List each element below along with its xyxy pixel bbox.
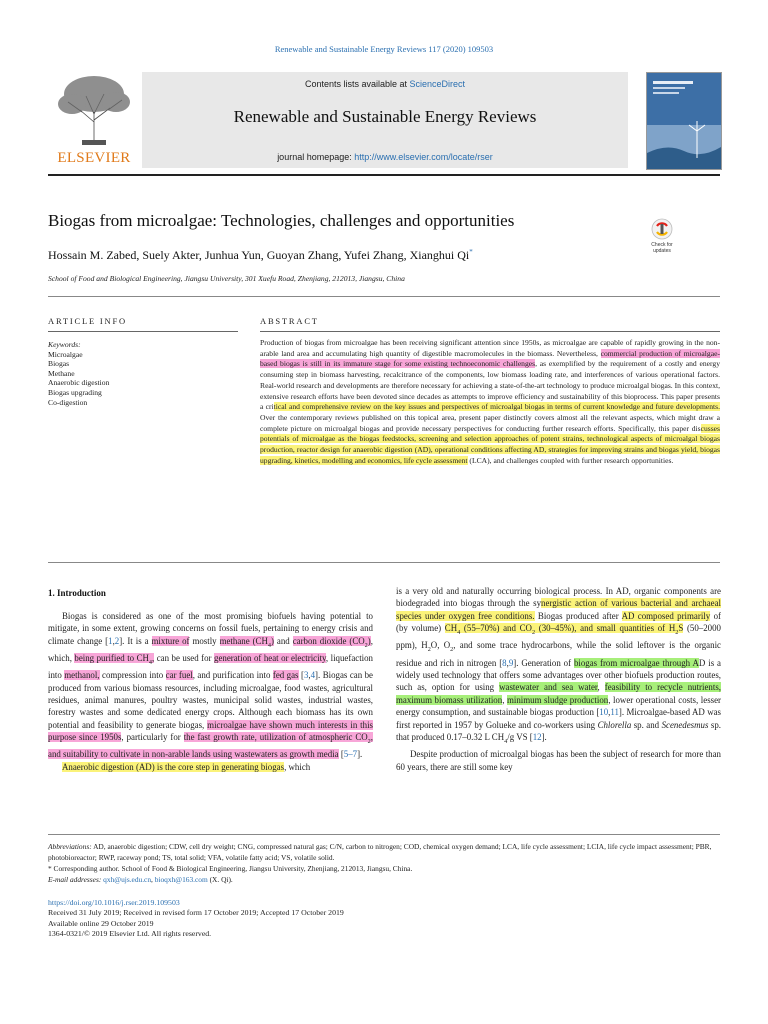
article-metadata bbox=[48, 898, 548, 939]
citation-link[interactable]: 10 bbox=[599, 707, 609, 718]
journal-cover-thumbnail[interactable] bbox=[646, 72, 722, 170]
highlight-pink[interactable]: fed gas bbox=[272, 670, 299, 681]
article-title: Biogas from microalgae: Technologies, challenges and opportunities bbox=[48, 211, 515, 230]
keyword: Anaerobic digestion bbox=[48, 378, 110, 388]
check-for-updates-badge[interactable] bbox=[646, 218, 678, 252]
highlight-green[interactable]: feasibility to recycle nutrients, maximum biomass utilization bbox=[396, 682, 721, 705]
keyword: Biogas bbox=[48, 359, 70, 369]
footnote-rule bbox=[48, 834, 720, 835]
keywords-label: Keywords: bbox=[48, 340, 81, 349]
keyword: Co-digestion bbox=[48, 397, 88, 407]
highlight-yellow[interactable]: nergistic action of various bacterial and archaeal species under oxygen free conditions. bbox=[396, 598, 721, 621]
journal-citation-line[interactable]: Renewable and Sustainable Energy Reviews 117 (2020) 109503 bbox=[274, 44, 494, 54]
copyright-line: 1364-0321/© 2019 Elsevier Ltd. All rights reserved. bbox=[48, 928, 212, 938]
citation-link[interactable]: 9 bbox=[508, 657, 514, 668]
highlight-yellow[interactable]: $CH_4$ (55–70%) and $CO_2$ (30–45%), and small quantities of $H_2S$ bbox=[444, 623, 684, 636]
highlight-pink[interactable]: generation of heat or electricity bbox=[214, 653, 326, 663]
citation-link[interactable]: 3 bbox=[303, 670, 309, 681]
journal-title: Renewable and Sustainable Energy Reviews bbox=[233, 107, 537, 126]
highlight-pink[interactable]: commercial production of microalgae-based biogas is still in its immature stage for some existing technoeconomic challenges bbox=[260, 348, 720, 369]
highlight-pink[interactable]: microalgae have shown much interests in this purpose since 1950s bbox=[48, 719, 373, 743]
journal-homepage-link[interactable]: http://www.elsevier.com/locate/rser bbox=[354, 152, 493, 162]
available-online: Available online 29 October 2019 bbox=[48, 918, 154, 928]
doi-link[interactable]: https://doi.org/10.1016/j.rser.2019.109503 bbox=[48, 898, 180, 907]
check-updates-label: Check for updates bbox=[651, 242, 673, 254]
elsevier-tree-logo bbox=[52, 72, 136, 146]
citation-link[interactable]: 1 bbox=[108, 635, 113, 646]
highlight-yellow[interactable]: Anaerobic digestion (AD) is the core step in generating biogas bbox=[62, 761, 285, 772]
highlight-green[interactable]: minimum sludge production bbox=[506, 694, 609, 705]
author-list: Hossain M. Zabed, Suely Akter, Junhua Yun, Guoyan Zhang, Yufei Zhang, Xianghui Qi* bbox=[48, 248, 473, 262]
citation-link[interactable]: 8 bbox=[502, 657, 507, 668]
keywords-block bbox=[48, 340, 238, 407]
sciencedirect-link[interactable]: ScienceDirect bbox=[409, 79, 466, 89]
body-column-left: Biogas is considered as one of the most promising biofuels having potential to mitigate, in some extent, growing concerns on fossil fuels, pertaining to energy crisis and climate change [1,2]. It is a mixture of mostly methane $(CH_4)$ and carbon dioxide $(CO_2)$, which, being purified to $CH_4$, can be used for generation of heat or electricity, liquefaction into methanol, compression into car fuel, and purification into fed gas [3,4]. Biogas can be produced from various biomass resources, including microalgae, food wastes, agricultural residues, animal manures, poultry wastes, municipal solid wastes, industrial wastes, forestry wastes and some dedicated energy crops. Although each biomass has its own potential and feasibility to generate biogas, microalgae have shown much interests in this purpose since 1950s, particularly for the fast growth rate, utilization of atmospheric $CO_2$, and suitability to cultivate in non-arable lands using wastewaters as growth media [5–7]. Anaerobic digestion (AD) is the core step in generating biogas, which bbox=[48, 611, 373, 772]
corresponding-author-note: * Corresponding author. School of Food & Biological Engineering, Jiangsu University, Zhenjiang, 212013, Jiangsu, China. bbox=[48, 864, 413, 873]
citation-link[interactable]: 5–7 bbox=[343, 749, 358, 760]
abbreviations-note: Abbreviations: AD, anaerobic digestion; CDW, cell dry weight; CNG, compressed natural gas; C/N, carbon to nitrogen; COD, chemical oxygen demand; LCA, life cycle assessment; LCIA, life cycle impact assessment; PBR, photobioreactor; RWP, raceway pond; TS, total solid; VFA, volatile fatty acid; VS, volatile solid. bbox=[48, 842, 712, 862]
article-info-rule bbox=[48, 331, 238, 332]
highlight-pink[interactable]: the fast growth rate, utilization of atmospheric $CO_2$, and suitability to cultivate in non-arable lands using wastewaters as growth media bbox=[48, 732, 373, 760]
email-link[interactable]: qxh@ujs.edu.cn bbox=[103, 875, 152, 884]
publisher-wordmark: ELSEVIER bbox=[57, 150, 131, 166]
abstract-rule bbox=[260, 331, 720, 332]
highlight-pink[interactable]: methane $(CH_4)$ bbox=[219, 635, 274, 649]
received-dates: Received 31 July 2019; Received in revised form 17 October 2019; Accepted 17 October 2019 bbox=[48, 908, 344, 918]
citation-link[interactable]: 11 bbox=[610, 707, 619, 718]
highlight-green[interactable]: biogas from microalgae through A bbox=[573, 657, 699, 668]
keyword: Methane bbox=[48, 368, 75, 378]
introduction-heading: 1. Introduction bbox=[48, 588, 106, 598]
email-link[interactable]: bioqxh@163.com bbox=[154, 875, 208, 884]
footnotes bbox=[48, 841, 720, 885]
contents-line: Contents lists available at ScienceDirect bbox=[304, 79, 466, 89]
article-info-heading: ARTICLE INFO bbox=[48, 316, 127, 326]
highlight-yellow[interactable]: AD composed primarily bbox=[621, 610, 711, 621]
affiliation: School of Food and Biological Engineering, Jiangsu University, 301 Xuefu Road, Zhenjiang, 212013, Jiangsu, China bbox=[48, 274, 405, 283]
abstract-bottom-rule bbox=[48, 562, 720, 563]
citation-link[interactable]: 4 bbox=[310, 670, 316, 681]
highlight-pink[interactable]: being purified to $CH_4$, bbox=[74, 653, 155, 666]
body-column-right: is a very old and naturally occurring biological process. In AD, organic components are biodegraded into biogas through the synergistic action of various bacterial and archaeal species under oxygen free conditions. Biogas produced after AD composed primarily of (by volume) $CH_4$ (55–70%) and $CO_2$ (30–45%), and small quantities of $H_2S$ (50–2000 ppm), $H_2O$, $O_2$, and some trace hydrocarbons, while the solid leftover is the organic residue and rich in nitrogen [8,9]. Generation of biogas from microalgae through AD is a widely used technology that offers some advantages over other biofuels production routes, such as, option for using wastewater and sea water, feasibility to recycle nutrients, maximum biomass utilization, minimum sludge production, lower operational costs, lesser energy consumption, and sustainable biogas production [10,11]. Microalgae-based AD was first reported in 1957 by Golueke and co-workers using Chlorella sp. and Scenedesmus sp. that produced 0.17–0.32 L $CH_4/g$ VS [12]. Despite production of microalgal biogas has been the subject of research for more than 60 years, there are still some key bbox=[396, 586, 721, 772]
header-rule bbox=[48, 174, 720, 176]
highlight-pink[interactable]: methanol, bbox=[64, 670, 100, 681]
highlight-pink[interactable]: mixture of bbox=[151, 635, 190, 646]
email-note: E-mail addresses: qxh@ujs.edu.cn, bioqxh@163.com (X. Qi). bbox=[48, 875, 233, 884]
citation-link[interactable]: 2 bbox=[114, 635, 120, 646]
title-rule bbox=[48, 296, 720, 297]
abstract-heading: ABSTRACT bbox=[260, 316, 319, 326]
keyword: Biogas upgrading bbox=[48, 387, 102, 397]
journal-homepage-line: journal homepage: http://www.elsevier.com/locate/rser bbox=[277, 152, 493, 162]
highlight-pink[interactable]: car fuel bbox=[165, 670, 193, 681]
highlight-yellow[interactable]: tical and comprehensive review on the key issues and perspectives of microalgal biogas in terms of current knowledge and future developments. bbox=[273, 402, 720, 412]
keyword: Microalgae bbox=[48, 349, 83, 359]
highlight-pink[interactable]: carbon dioxide $(CO_2)$ bbox=[292, 635, 371, 649]
check-updates-icon bbox=[651, 218, 673, 240]
abstract-text: Production of biogas from microalgae has been receiving significant attention since 1950s, as microalgae are capable of rapidly growing in the non-arable land area and accumulating high quantity of digestible macromolecules in the biomass. Nevertheless, commercial production of microalgae-based biogas is still in its immature stage for some existing technoeconomic challenges, as exemplified by the requirement of a costly and energy consuming step in biomass harvesting, recalcitrance of the components, low biomass loading rate, and interferences of various operational factors. Real-world research and developments are therefore necessary for achieving a state-of-the-art technology to produce microalgal biogas. In this context, extensive research efforts have been devoted since decades as attempts to improve efficiency and sustainability of this bioprocess. This paper presents a critical and comprehensive review on the key issues and perspectives of microalgal biogas in terms of current knowledge and future developments. Over the contemporary reviews published on this topical area, present paper distinctly covers almost all the relevant aspects, which might draw a complete picture on microalgal biogas and provide necessary perspectives for conducting further research efforts. Specifically, this paper discusses potentials of microalgae as the biogas feedstocks, screening and selection approaches of potent strains, technological aspects of microalgal biogas production, reactor design for anaerobic digestion (AD), operational conditions affecting AD, strategies for improving strains and biogas yield, biogas upgrading, kinetics, modelling and economics, life cycle assessment (LCA), and challenges coupled with further research opportunities. bbox=[260, 338, 720, 465]
highlight-green[interactable]: wastewater and sea water bbox=[499, 682, 598, 693]
citation-link[interactable]: 12 bbox=[532, 732, 542, 743]
corresponding-author-mark[interactable]: * bbox=[469, 248, 473, 256]
highlight-yellow[interactable]: cusses potentials of microalgae as the biogas feedstocks, screening and selection approaches of potent strains, technological aspects of microalgal biogas production, reactor design for anaerobic digestion (AD), operational conditions affecting AD, strategies for improving strains and biogas yield, biogas upgrading, kinetics, modelling and economics, life cycle assessment bbox=[260, 423, 720, 465]
cover-image-icon bbox=[647, 73, 721, 169]
